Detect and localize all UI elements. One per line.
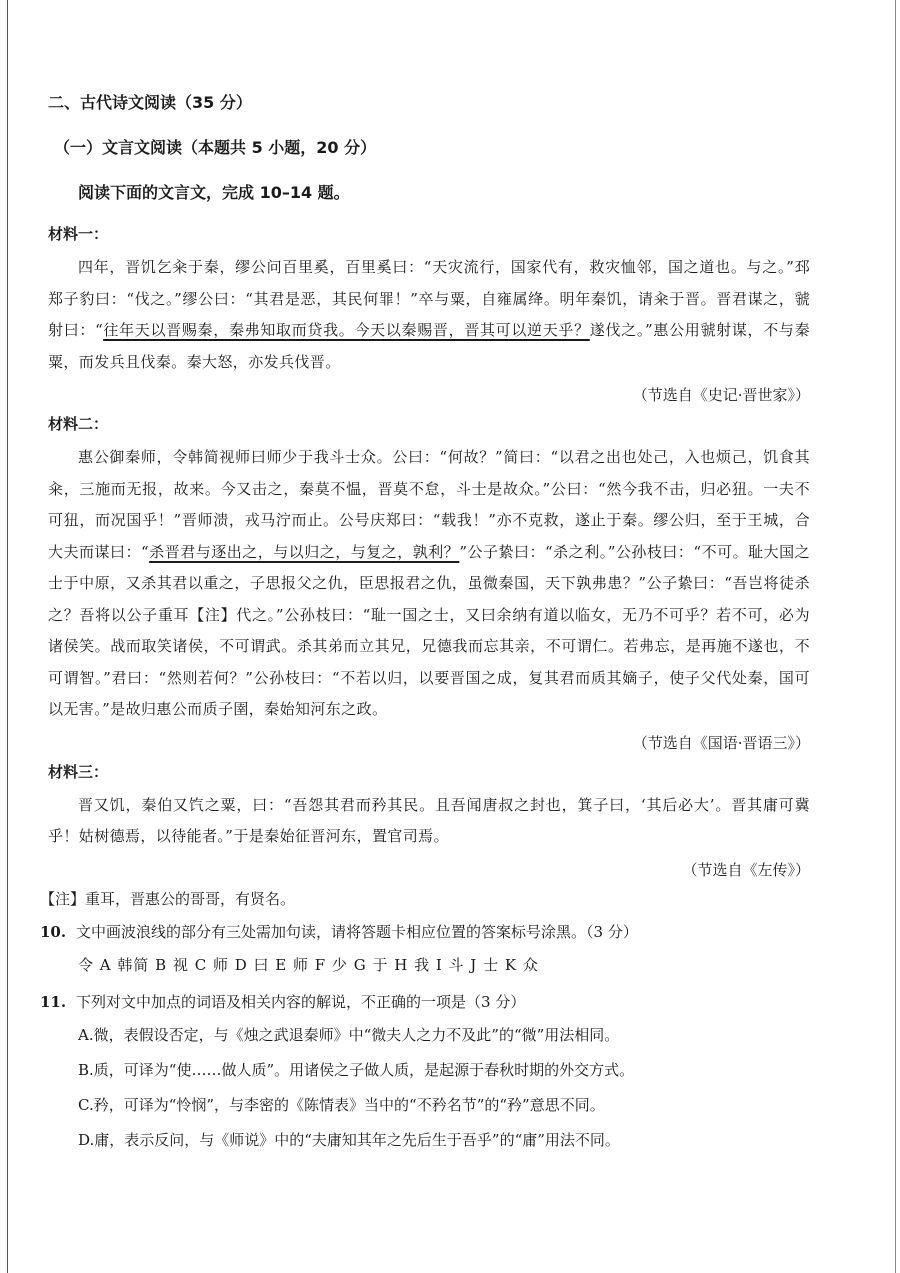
question-11	[40, 991, 810, 1012]
footnote: 【注】重耳，晋惠公的哥哥，有贤名。	[40, 889, 296, 908]
material1-text-after: 遂伐之。”惠公用虢射谋，不与秦粟，而发兵且伐秦。秦大怒，亦发兵伐晋。	[48, 321, 810, 371]
material2-text-before: 惠公御秦师，令韩简视师曰师少于我斗士众。公曰：“何故？”简曰：“以君之出也处己，入也烦己，饥食其籴，三施而无报，故来。今又击之，秦莫不愠，晋莫不怠，斗士是故众。”公曰：“然今我不击，归必狃。一夫不可狃，而况国乎！”晋师溃，戎马泞而止。公号庆郑曰：“载我！”亦不克救，遂止于秦。缪公归，至于王城，合大夫而谋曰：“	[48, 448, 810, 561]
option-b: B.质，可译为“使……做人质”。用诸侯之子做人质，是起源于春秋时期的外交方式。	[78, 1060, 635, 1079]
material1-text-before: 四年，晋饥乞籴于秦，缪公问百里奚，百里奚曰：“天灾流行，国家代有，救灾恤邻，国之道也。与之。”邳郑子豹曰：“伐之。”缪公曰：“其君是恶，其民何罪！”卒与粟，自雍属绛。明年秦饥，请籴于晋。晋君谋之，虢射曰：“	[48, 258, 810, 339]
material1-label: 材料一：	[48, 225, 109, 243]
option-c: C.矜，可译为“怜悯”，与李密的《陈情表》当中的“不矜名节”的“矜”意思不同。	[78, 1095, 605, 1114]
question-10-sequence: 令 A 韩简 B 视 C 师 D 曰 E 师 F 少 G 于 H 我 I 斗 J 士 K 众	[78, 955, 539, 974]
subsection-title: （一）文言文阅读（本题共 5 小题，20 分）	[54, 138, 377, 157]
material2-source: （节选自《国语·晋语三》）	[632, 733, 810, 752]
material1-underlined: 往年天以晋赐秦，秦弗知取而贷我。今天以秦赐晋，晋其可以逆天乎？	[103, 321, 590, 339]
instruction: 阅读下面的文言文，完成 10–14 题。	[78, 183, 350, 202]
material2-text	[48, 442, 810, 726]
page-left-border	[7, 0, 8, 1273]
material3-label: 材料三：	[48, 762, 109, 781]
section-title: 二、古代诗文阅读（35 分）	[48, 93, 252, 112]
material2-underlined: 杀晋君与逐出之，与以归之，与复之，孰利？	[149, 542, 460, 561]
material3-text: 晋又饥，秦伯又饩之粟，曰：“吾怨其君而矜其民。且吾闻唐叔之封也，箕子曰，‘其后必大’。晋其庸可冀乎！姑树德焉，以待能者。”于是秦始征晋河东，置官司焉。	[48, 795, 810, 845]
question-10	[40, 921, 810, 942]
document-content	[40, 78, 810, 1164]
material1-source: （节选自《史记·晋世家》）	[632, 386, 810, 404]
option-d: D.庸，表示反问，与《师说》中的“夫庸知其年之先后生于吾乎”的“庸”用法不同。	[78, 1130, 620, 1149]
material2-text-after: ”公子絷曰：“杀之利。”公孙枝曰：“不可。耻大国之士于中原，又杀其君以重之，子思报父之仇，臣思报君之仇，虽微秦国，天下孰弗患？”公子絷曰：“吾岂将徒杀之？吾将以公子重耳【注】代之。”公孙枝曰：“耻一国之士，又曰余纳有道以临女，无乃不可乎？若不可，必为诸侯笑。战而取笑诸侯，不可谓武。杀其弟而立其兄，兄德我而忘其亲，不可谓仁。若弗忘，是再施不遂也，不可谓智。”君曰：“然则若何？”公孙枝曰：“不若以归，以要晋国之成，复其君而质其嫡子，使子父代处秦，国可以无害。”是故归惠公而质子圉，秦始知河东之政。	[48, 542, 810, 718]
question-10-text: 文中画波浪线的部分有三处需加句读，请将答题卡相应位置的答案标号涂黑。（3 分）	[76, 922, 638, 941]
question-11-number: 11.	[40, 992, 67, 1011]
question-11-text: 下列对文中加点的词语及相关内容的解说，不正确的一项是（3 分）	[76, 992, 526, 1011]
question-10-number: 10.	[40, 922, 67, 941]
page-right-border	[895, 0, 896, 1273]
material1-text	[48, 252, 810, 378]
material3-source: （节选自《左传》）	[682, 860, 810, 879]
material2-label: 材料二：	[48, 415, 109, 433]
option-a: A.微，表假设否定，与《烛之武退秦师》中“微夫人之力不及此”的“微”用法相同。	[78, 1025, 620, 1044]
